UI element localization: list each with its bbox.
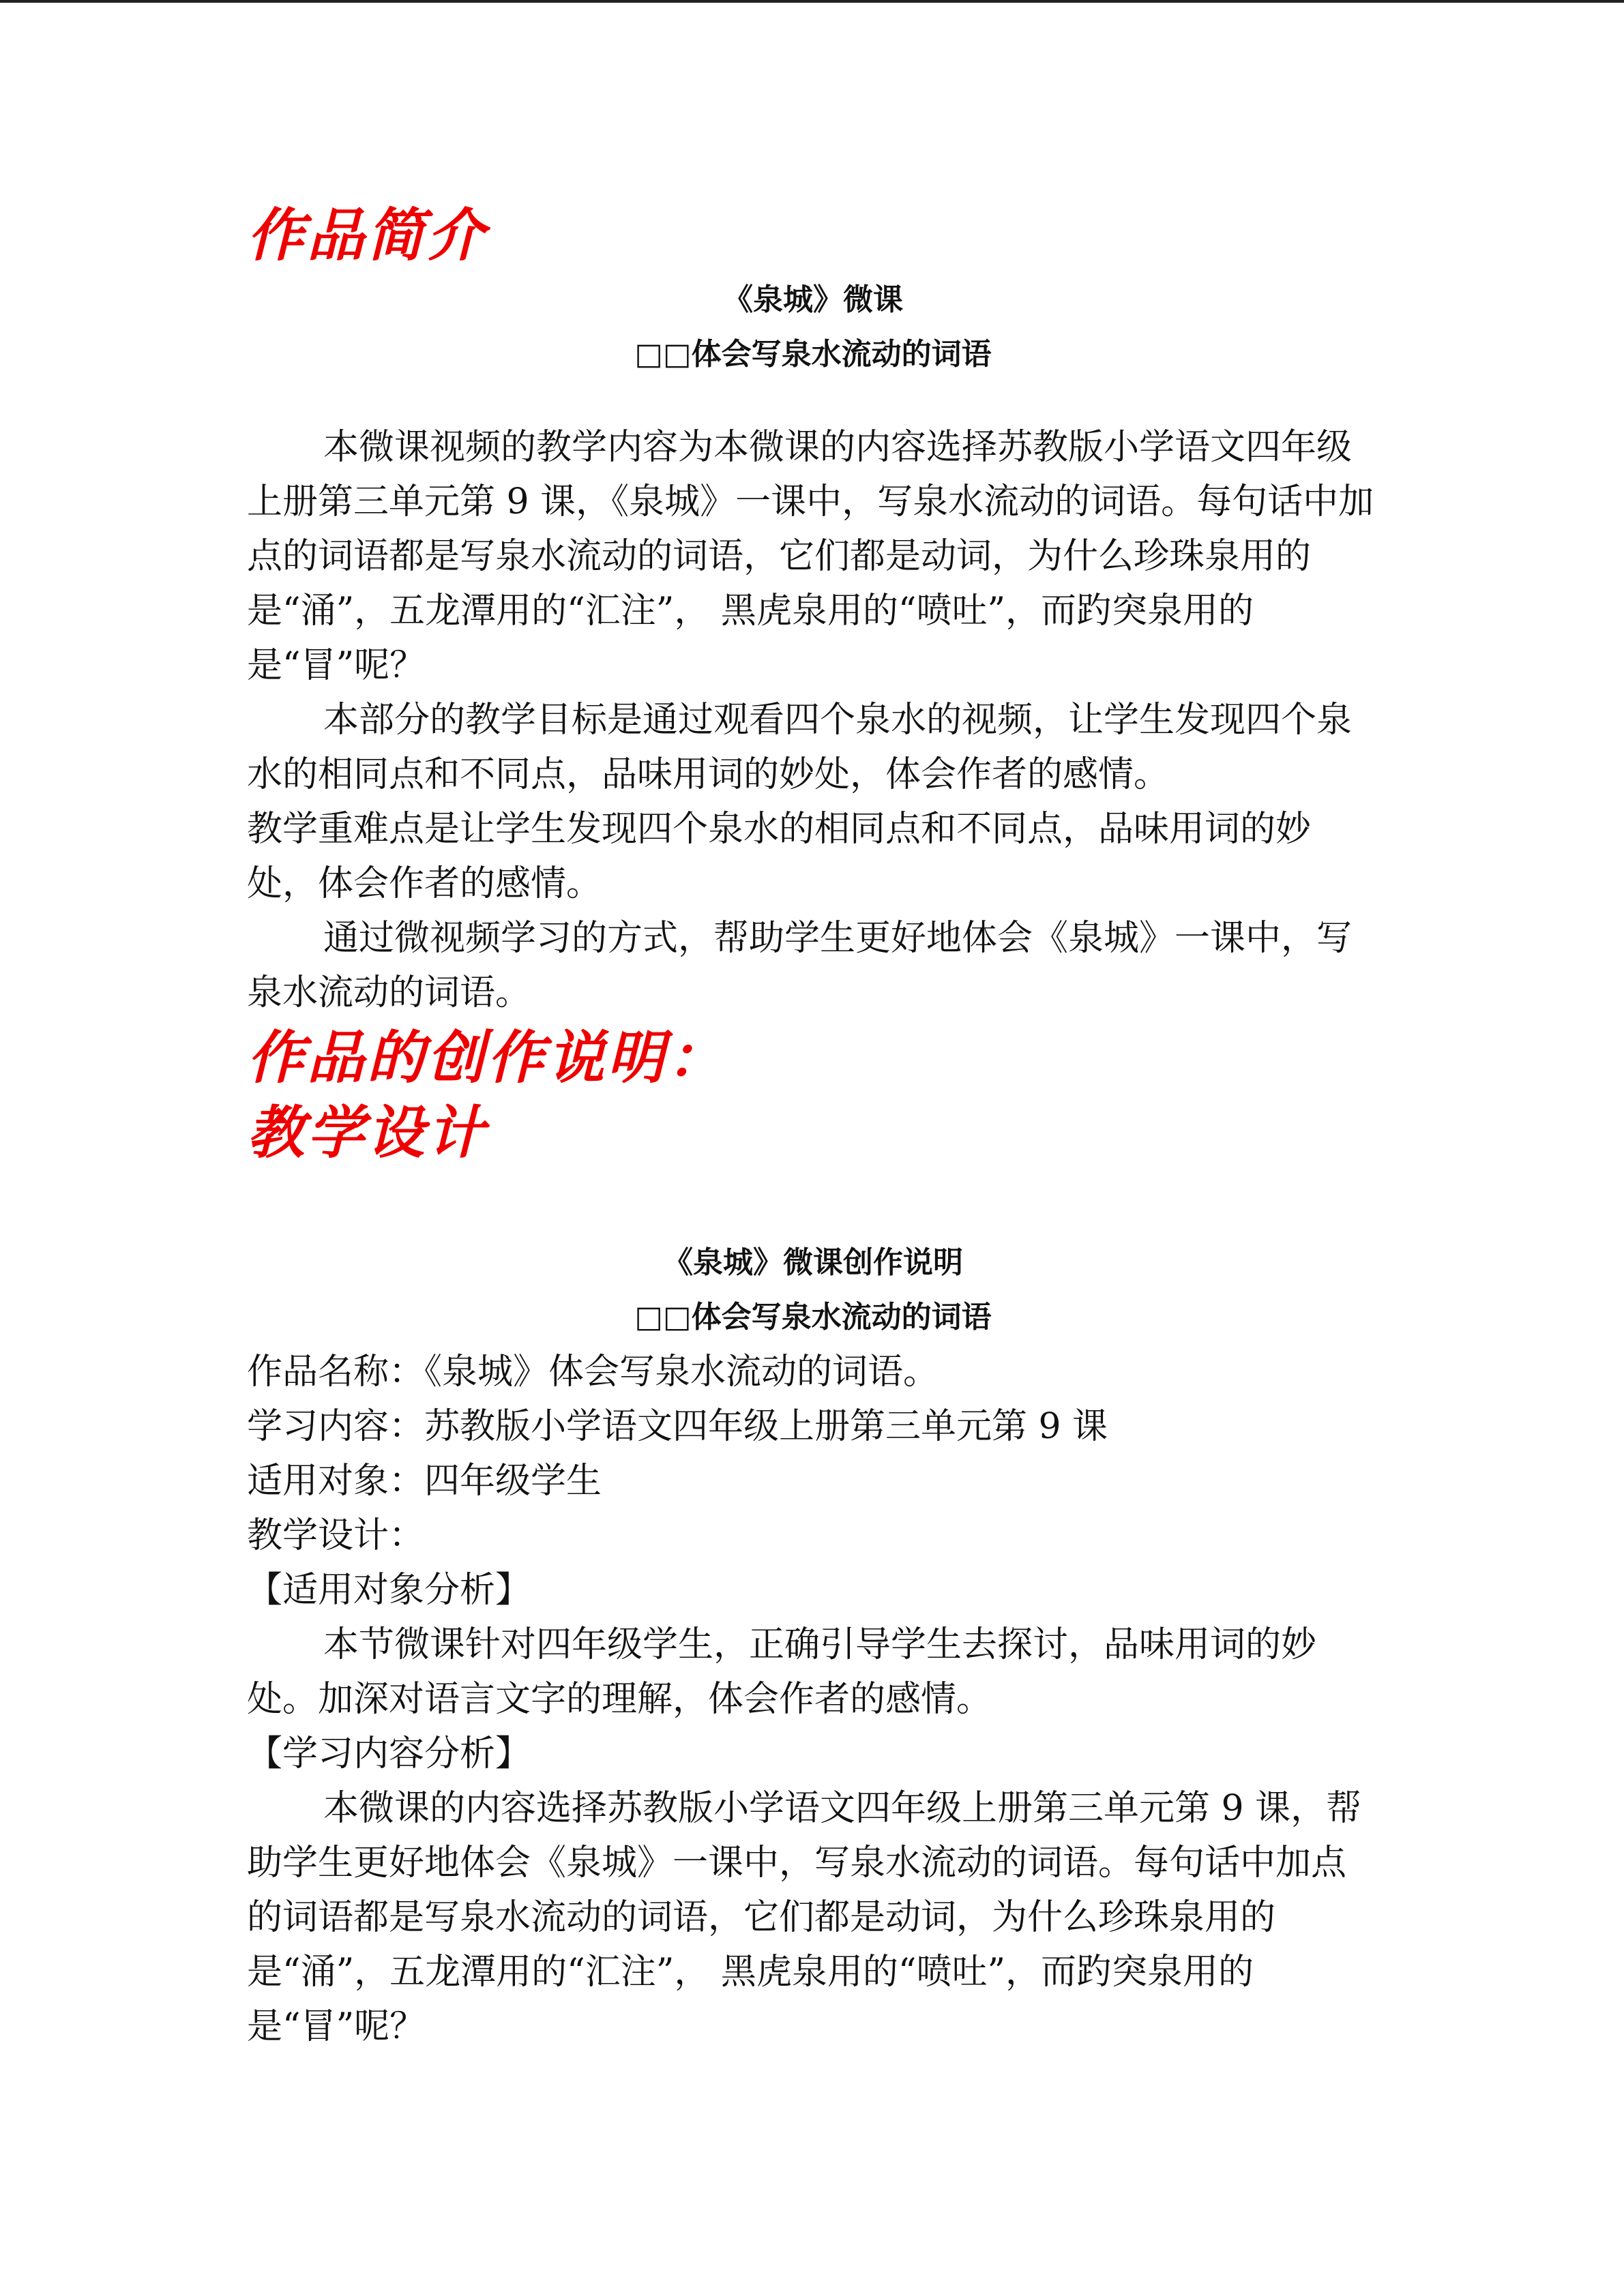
learning-content-line: 学习内容：苏教版小学语文四年级上册第三单元第 9 课	[247, 1406, 1108, 1447]
top-border	[0, 0, 1624, 3]
content-analysis-label: 【学习内容分析】	[247, 1733, 531, 1774]
creation-subtitle: □□体会写泉水流动的词语	[634, 1300, 992, 1335]
intro-paragraph-method: 通过微视频学习的方式，帮助学生更好地体会《泉城》一课中，写泉水流动的词语。	[247, 918, 1353, 1013]
audience-line: 适用对象：四年级学生	[247, 1461, 602, 1502]
section-heading-creation: 作品的创作说明：	[247, 1024, 728, 1091]
doc-title: 《泉城》微课	[723, 282, 903, 317]
intro-paragraph-key-points: 教学重难点是让学生发现四个泉水的相同点和不同点，品味用词的妙处，体会作者的感情。	[247, 809, 1312, 904]
doc-subtitle: □□体会写泉水流动的词语	[634, 337, 992, 372]
audience-analysis-label: 【适用对象分析】	[247, 1570, 531, 1611]
document-page	[247, 198, 1379, 2054]
content-analysis-text: 本微课的内容选择苏教版小学语文四年级上册第三单元第 9 课，帮助学生更好地体会《泉城》一课中，写泉水流动的词语。每句话中加点的词语都是写泉水流动的词语，它们都是动词，为什么珍珠泉用的是“涌”，五龙潭用的“汇注”， 黑虎泉用的“喷吐”，而趵突泉用的是“冒”呢？	[247, 1788, 1362, 2047]
creation-title: 《泉城》微课创作说明	[663, 1245, 963, 1280]
section-heading-design: 教学设计	[247, 1099, 488, 1166]
intro-paragraph-goal: 本部分的教学目标是通过观看四个泉水的视频，让学生发现四个泉水的相同点和不同点，品味用词的妙处，体会作者的感情。	[247, 700, 1353, 795]
work-name-line: 作品名称：《泉城》体会写泉水流动的词语。	[247, 1352, 939, 1392]
audience-analysis-text: 本节微课针对四年级学生，正确引导学生去探讨，品味用词的妙处。加深对语言文字的理解，体会作者的感情。	[247, 1624, 1317, 1720]
spacer	[247, 1170, 1379, 1236]
spacer	[247, 382, 1379, 420]
design-label: 教学设计：	[247, 1515, 425, 1556]
section-heading-intro: 作品简介	[247, 201, 488, 269]
intro-paragraph-content: 本微课视频的教学内容为本微课的内容选择苏教版小学语文四年级上册第三单元第 9 课，《泉城》一课中，写泉水流动的词语。每句话中加点的词语都是写泉水流动的词语，它们都是动词，为什么珍珠泉用的是“涌”，五龙潭用的“汇注”， 黑虎泉用的“喷吐”，而趵突泉用的是“冒”呢？	[247, 427, 1374, 686]
